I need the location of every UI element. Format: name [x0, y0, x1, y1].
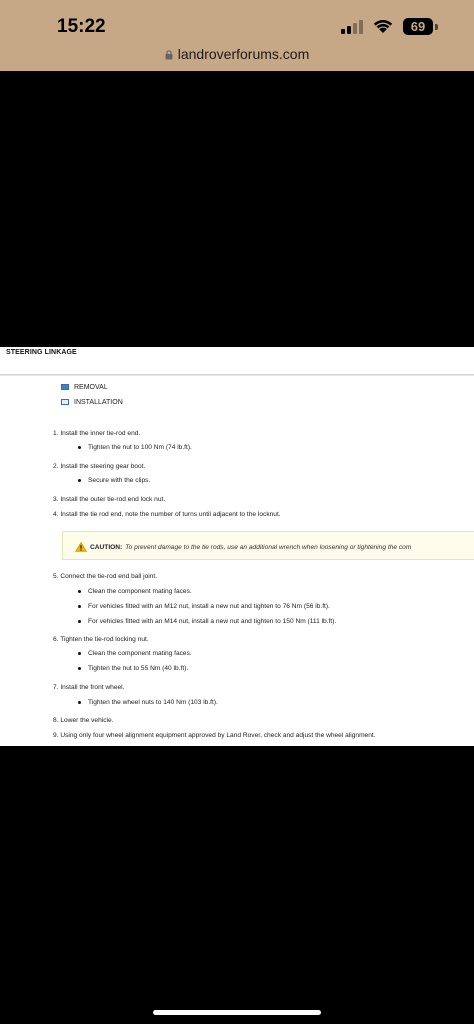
page-title: STEERING LINKAGE: [6, 349, 77, 356]
bullet-icon: [78, 446, 81, 449]
step-5-sub-3: For vehicles fitted with an M14 nut, install a new nut and tighten to 150 Nm (111 lb.ft).: [78, 618, 336, 625]
wifi-icon: [372, 17, 394, 34]
installation-link-label: INSTALLATION: [74, 399, 123, 406]
step-6-sub-2: Tighten the nut to 55 Nm (40 lb.ft).: [78, 665, 188, 672]
caution-box: [62, 531, 474, 560]
removal-link[interactable]: [61, 384, 108, 391]
removal-icon: [61, 384, 69, 390]
step-7: 7. Install the front wheel.: [53, 684, 125, 691]
home-indicator[interactable]: [153, 1010, 321, 1015]
step-8: 8. Lower the vehicle.: [53, 717, 114, 724]
step-5: 5. Connect the tie-rod end ball joint.: [53, 573, 158, 580]
installation-link[interactable]: [61, 399, 123, 406]
document-panel: [0, 347, 474, 746]
bullet-icon: [78, 701, 81, 704]
warning-icon: [75, 542, 87, 552]
step-2-sub-1: Secure with the clips.: [78, 477, 150, 484]
removal-link-label: REMOVAL: [74, 384, 108, 391]
lock-icon: [165, 50, 173, 60]
caution-text: To prevent damage to the tie rods, use an additional wrench when loosening or tightening the com: [125, 543, 412, 551]
step-6: 6. Tighten the tie-rod locking nut.: [53, 636, 149, 643]
step-2: 2. Install the steering gear boot.: [53, 463, 146, 470]
battery-tip: [435, 24, 438, 30]
caution-label: CAUTION:: [90, 543, 123, 551]
battery-indicator: 69: [403, 18, 433, 35]
bullet-icon: [78, 652, 81, 655]
step-6-sub-1: Clean the component mating faces.: [78, 650, 192, 657]
step-3: 3. Install the outer tie-rod end lock nut.: [53, 496, 166, 503]
bullet-icon: [78, 620, 81, 623]
status-time: 15:22: [57, 16, 106, 37]
url-text: landroverforums.com: [177, 46, 310, 62]
bullet-icon: [78, 479, 81, 482]
installation-icon: [61, 399, 69, 405]
step-4: 4. Install the tie rod end, note the number of turns until adjacent to the locknut.: [53, 511, 281, 518]
status-bar: [0, 0, 474, 71]
bullet-icon: [78, 605, 81, 608]
bullet-icon: [78, 590, 81, 593]
bullet-icon: [78, 667, 81, 670]
step-5-sub-1: Clean the component mating faces.: [78, 588, 192, 595]
step-5-sub-2: For vehicles fitted with an M12 nut, install a new nut and tighten to 76 Nm (56 lb.ft).: [78, 603, 330, 610]
step-1-sub-1: Tighten the nut to 100 Nm (74 lb.ft).: [78, 444, 192, 451]
title-divider: [0, 374, 474, 376]
step-7-sub-1: Tighten the wheel nuts to 140 Nm (103 lb.ft).: [78, 699, 218, 706]
step-1: 1. Install the inner tie-rod end.: [53, 430, 141, 437]
step-9: 9. Using only four wheel alignment equipment approved by Land Rover, check and adjust the wheel alignment.: [53, 732, 376, 739]
cellular-signal-icon: [341, 20, 365, 34]
address-bar[interactable]: [0, 46, 474, 62]
